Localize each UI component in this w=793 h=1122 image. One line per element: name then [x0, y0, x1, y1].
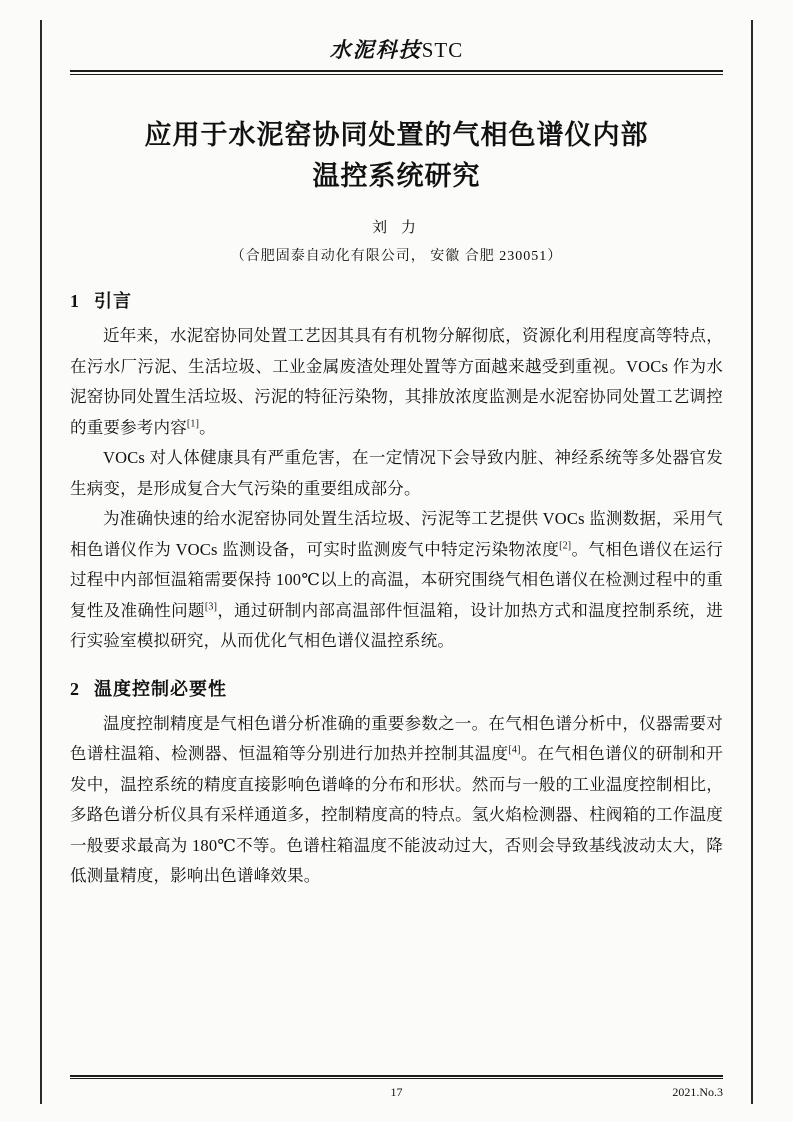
- footer-rule-thin: [70, 1078, 723, 1079]
- running-head-abbr: STC: [421, 38, 464, 62]
- page-footer: [70, 1075, 723, 1100]
- article-title-line-2: 温控系统研究: [312, 160, 481, 191]
- header-rule-thick: [70, 70, 723, 72]
- paragraph: VOCs 对人体健康具有严重危害，在一定情况下会导致内脏、神经系统等多处器官发生病变，是形成复合大气污染的重要组成部分。: [70, 448, 723, 498]
- section-title-2: 温度控制必要性: [94, 678, 227, 699]
- section-number-2: 2: [70, 678, 80, 699]
- article-affiliation: （合肥固泰自动化有限公司， 安徽 合肥 230051）: [230, 249, 563, 264]
- header-rule-thin: [70, 74, 723, 75]
- footer-rule-thick: [70, 1075, 723, 1077]
- article-title: [100, 115, 693, 196]
- article-title-line-1: 应用于水泥窑协同处置的气相色谱仪内部: [144, 120, 649, 150]
- section-heading-1: [70, 287, 723, 313]
- paragraph: 为准确快速的给水泥窑协同处置生活垃圾、污泥等工艺提供 VOCs 监测数据，采用气相色谱仪作为 VOCs 监测设备，可实时监测废气中特定污染物浓度[2]。气相色谱仪在运行过程中内部恒温箱需要保持 100℃以上的高温，本研究围绕气相色谱仪在检测过程中的重复性及准确性问题[3]，通过研制内部高温部件恒温箱，设计加热方式和温度控制系统，进行实验室模拟研究，从而优化气相色谱仪温控系统。: [70, 509, 723, 651]
- paragraph: 温度控制精度是气相色谱分析准确的重要参数之一。在气相色谱分析中，仪器需要对色谱柱温箱、检测器、恒温箱等分别进行加热并控制其温度[4]。在气相色谱仪的研制和开发中，温控系统的精度直接影响色谱峰的分布和形状。然而与一般的工业温度控制相比，多路色谱分析仪具有采样通道多，控制精度高的特点。氢火焰检测器、柱阀箱的工作温度一般要求最高为 180℃不等。色谱柱箱温度不能波动过大，否则会导致基线波动太大，降低测量精度，影响出色谱峰效果。: [70, 713, 723, 886]
- section-number-1: 1: [70, 291, 80, 311]
- running-head: [70, 34, 723, 70]
- paragraph: 近年来，水泥窑协同处置工艺因其具有有机物分解彻底，资源化利用程度高等特点，在污水厂污泥、生活垃圾、工业金属废渣处理处置等方面越来越受到重视。VOCs 作为水泥窑协同处置生活垃圾、污泥的特征污染物，其排放浓度监测是水泥窑协同处置工艺调控的重要参考内容[1]。: [70, 326, 723, 437]
- footer-page-number: 17: [390, 1085, 403, 1099]
- section-heading-2: [70, 675, 723, 701]
- article-author: 刘 力: [372, 220, 421, 236]
- page-content: [70, 34, 723, 1098]
- section-title-1: 引言: [94, 291, 132, 311]
- footer-issue: 2021.No.3: [672, 1085, 723, 1099]
- running-head-title: 水泥科技: [329, 38, 422, 62]
